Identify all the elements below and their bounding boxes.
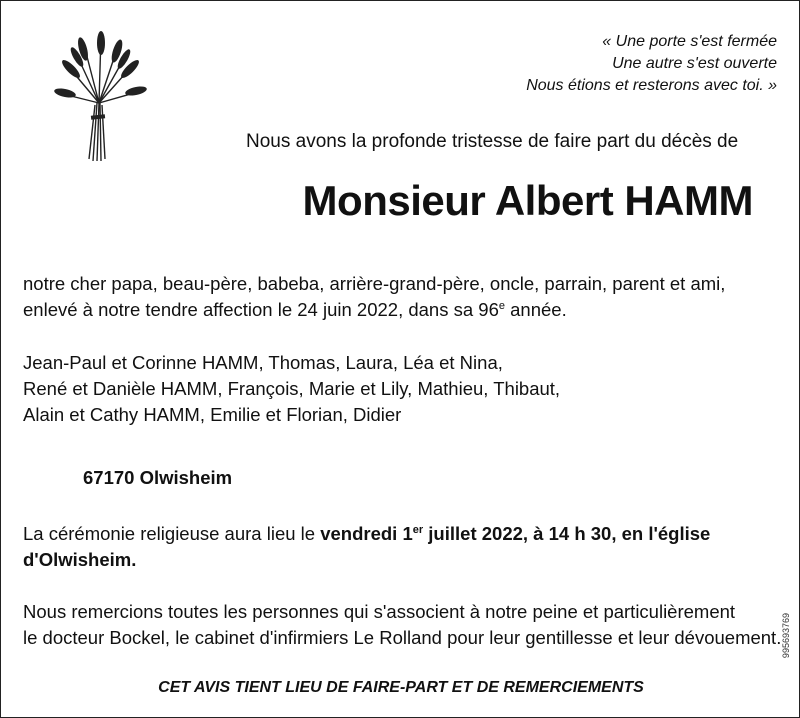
family-line: Jean-Paul et Corinne HAMM, Thomas, Laura, Léa et Nina,: [23, 352, 503, 373]
wheat-sheaf-icon: [53, 31, 147, 163]
deceased-name: Monsieur Albert HAMM: [302, 177, 753, 224]
quote-line: Une autre s'est ouverte: [612, 55, 777, 72]
family-list: [23, 350, 783, 428]
footer-notice: CET AVIS TIENT LIEU DE FAIRE-PART ET DE REMERCIEMENTS: [158, 679, 644, 696]
description-line: notre cher papa, beau-père, babeba, arrière-grand-père, oncle, parrain, parent et ami,: [23, 273, 726, 294]
ceremony-line: d'Olwisheim.: [23, 549, 137, 570]
thanks-paragraph: [23, 599, 783, 651]
description-paragraph: [23, 271, 783, 323]
ceremony-line: La cérémonie religieuse aura lieu le vendredi 1er juillet 2022, à 14 h 30, en l'église: [23, 523, 711, 544]
thanks-line: le docteur Bockel, le cabinet d'infirmiers Le Rolland pour leur gentillesse et leur dévouement.: [23, 627, 782, 648]
quote-line: Nous étions et resterons avec toi. »: [526, 77, 777, 94]
family-line: René et Danièle HAMM, François, Marie et Lily, Mathieu, Thibaut,: [23, 378, 561, 399]
city-address: 67170 Olwisheim: [83, 467, 233, 488]
family-line: Alain et Cathy HAMM, Emilie et Florian, Didier: [23, 404, 402, 425]
quote-line: « Une porte s'est fermée: [602, 33, 777, 50]
reference-number: 995693769: [781, 613, 791, 659]
description-line: enlevé à notre tendre affection le 24 juin 2022, dans sa 96e année.: [23, 299, 567, 320]
thanks-line: Nous remercions toutes les personnes qui s'associent à notre peine et particulièrement: [23, 601, 736, 622]
ceremony-paragraph: [23, 521, 783, 573]
announcement-intro: Nous avons la profonde tristesse de faire part du décès de: [246, 131, 739, 152]
epigraph-quote: [526, 31, 777, 97]
